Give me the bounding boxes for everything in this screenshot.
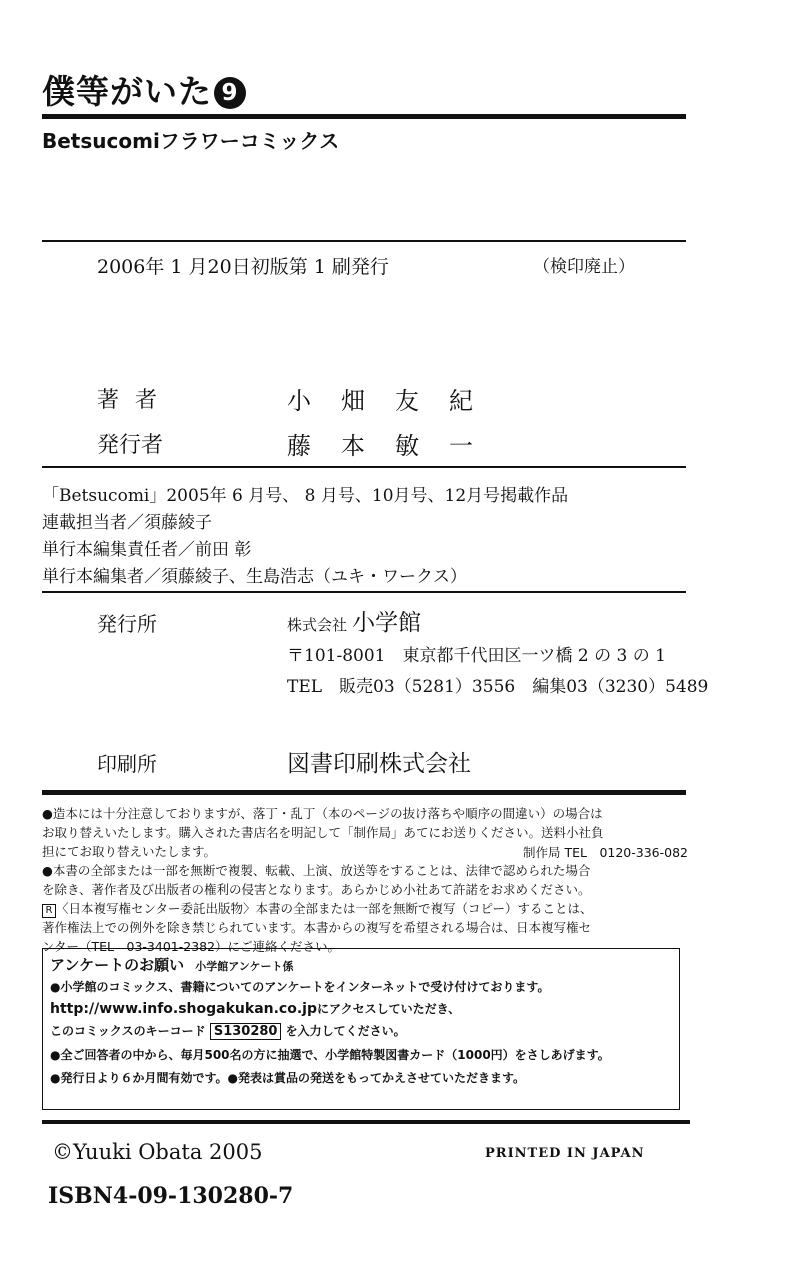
survey-url[interactable]: http://www.info.shogakukan.co.jp: [50, 1001, 317, 1017]
notice-line-1: ●造本には十分注意しておりますが、落丁・乱丁（本のページの抜け落ちや順序の間違い）の場合は: [42, 806, 603, 821]
notice-line-4: ●本書の全部または一部を無断で複製、転載、上演、放送等をすることは、法律で認められた場合: [42, 863, 591, 878]
survey-heading: [50, 954, 294, 975]
notice-line-3: 担にてお取り替えいたします。: [42, 844, 217, 859]
notice-line-6-text: 〈日本複写権センター委託出版物〉本書の全部または一部を無断で複写（コピー）することは、: [56, 901, 593, 916]
publisher-label: 発行所: [97, 612, 157, 636]
copyright: ©Yuuki Obata 2005: [52, 1140, 263, 1164]
book-title-text: 僕等がいた: [42, 72, 212, 111]
keycode-box: S130280: [210, 1023, 282, 1040]
survey-line-1: ●小学館のコミックス、書籍についてのアンケートをインターネットで受け付けております。: [50, 980, 550, 994]
divider-2: [42, 466, 686, 468]
notice-line-6: [42, 900, 692, 918]
notice-line-2: お取り替えいたします。購入された書店名を明記して「制作局」あてにお送りください。送料小社負: [42, 825, 604, 840]
survey-heading-text: アンケートのお願い: [50, 956, 185, 974]
publisher-person-label: 発行者: [97, 433, 164, 458]
credit-serialization: 「Betsucomi」2005年 6 月号、 8 月号、10月号、12月号掲載作品: [42, 486, 569, 506]
author-label: 著者: [97, 388, 174, 413]
survey-line-4: ●全ご回答者の中から、毎月500名の方に抽選で、小学館特製図書カード（1000円）をさしあげます。: [50, 1048, 610, 1062]
survey-url-line: [50, 1000, 460, 1017]
survey-heading-sub: 小学館アンケート係: [195, 960, 294, 973]
company-prefix: 株式会社: [287, 616, 348, 634]
divider-4: [42, 790, 686, 795]
divider-5: [42, 1120, 690, 1124]
credit-chief-editor: 単行本編集責任者／前田 彰: [42, 540, 252, 560]
keycode-prefix: このコミックスのキーコード: [50, 1024, 206, 1038]
book-title: [42, 66, 246, 113]
publisher-company: [287, 604, 421, 637]
divider-3: [42, 591, 686, 593]
notice-line-7: 著作権法上での例外を除き禁じられています。本書からの複写を希望される場合は、日本複写権セ: [42, 920, 592, 935]
notice-line-5: を除き、著作者及び出版者の権利の侵害となります。あらかじめ小社あて許諾をお求めください。: [42, 882, 591, 897]
survey-line-5: ●発行日より６か月間有効です。●発表は賞品の発送をもってかえさせていただきます。: [50, 1071, 526, 1085]
title-rule: [42, 114, 686, 119]
survey-keycode-line: [50, 1022, 406, 1040]
company-name: 小学館: [352, 610, 422, 636]
series-name: Betsucomiフラワーコミックス: [42, 129, 340, 153]
publisher-person-name: 藤本敏一: [287, 432, 503, 460]
volume-number: 9: [214, 77, 246, 109]
publication-date: 2006年 1 月20日初版第 1 刷発行: [97, 256, 389, 278]
publisher-phone: TEL 販売03（5281）3556 編集03（3230）5489: [287, 677, 709, 697]
notice-phone: 制作局 TEL 0120-336-082: [522, 845, 688, 860]
registered-mark-icon: R: [42, 904, 56, 918]
credit-serial-editor: 連載担当者／須藤綾子: [42, 513, 212, 533]
printer-label: 印刷所: [97, 752, 157, 776]
author-name: 小畑友紀: [287, 387, 503, 415]
divider-1: [42, 240, 686, 242]
printed-in-japan: PRINTED IN JAPAN: [485, 1146, 645, 1161]
publisher-address: 〒101-8001 東京都千代田区一ツ橋 2 の 3 の 1: [287, 646, 666, 666]
credit-editors: 単行本編集者／須藤綾子、生島浩志（ユキ・ワークス）: [42, 567, 467, 587]
printer-company: 図書印刷株式会社: [287, 751, 471, 777]
isbn: ISBN4-09-130280-7: [48, 1183, 294, 1209]
stamp-note: （検印廃止）: [533, 257, 635, 277]
notice-line-8: ンター（TEL 03-3401-2382）にご連絡ください。: [42, 939, 341, 954]
survey-url-suffix: にアクセスしていただき、: [316, 1002, 461, 1016]
keycode-suffix: を入力してください。: [285, 1024, 406, 1038]
